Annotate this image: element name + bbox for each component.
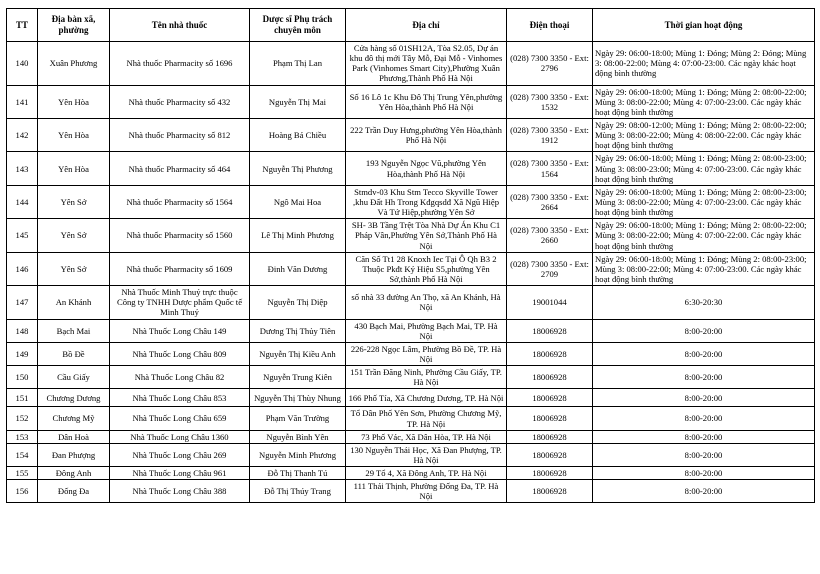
- table-row: [7, 467, 815, 480]
- cell-address: 29 Tổ 4, Xã Đông Anh, TP. Hà Nội: [346, 467, 507, 480]
- table-row: [7, 480, 815, 503]
- cell-address: 166 Phố Tía, Xã Chương Dương, TP. Hà Nội: [346, 389, 507, 407]
- cell-ward: Bồ Đề: [38, 342, 110, 365]
- cell-pharmacist: Dương Thị Thủy Tiên: [250, 319, 346, 342]
- cell-address: 73 Phố Vác, Xã Dân Hòa, TP. Hà Nội: [346, 430, 507, 443]
- cell-tt: 144: [7, 185, 38, 218]
- cell-pharmacist: Nguyễn Trung Kiên: [250, 366, 346, 389]
- header-phone: Điện thoại: [507, 9, 593, 42]
- cell-phone: (028) 7300 3350 - Ext: 1912: [507, 118, 593, 151]
- cell-hours: Ngày 29: 06:00-18:00; Mùng 1: Đóng; Mùng 2: 08:00-22:00; Mùng 3: 08:00-22:00; Mùng 4: 07:00-23:00. Các ngày khác hoạt động bình thường: [593, 85, 815, 118]
- cell-tt: 150: [7, 366, 38, 389]
- table-row: [7, 319, 815, 342]
- cell-pharmacy-name: Nhà thuốc Pharmacity số 1696: [110, 42, 250, 86]
- cell-pharmacist: Hoàng Bá Chiều: [250, 118, 346, 151]
- cell-tt: 152: [7, 407, 38, 430]
- cell-pharmacist: Nguyễn Bình Yên: [250, 430, 346, 443]
- cell-phone: 18006928: [507, 389, 593, 407]
- cell-tt: 145: [7, 219, 38, 252]
- cell-ward: Chương Dương: [38, 389, 110, 407]
- cell-phone: (028) 7300 3350 - Ext: 1532: [507, 85, 593, 118]
- cell-hours: 8:00-20:00: [593, 480, 815, 503]
- cell-hours: 6:30-20:30: [593, 286, 815, 319]
- table-row: [7, 389, 815, 407]
- cell-ward: Yên Sở: [38, 185, 110, 218]
- cell-pharmacy-name: Nhà Thuốc Long Châu 149: [110, 319, 250, 342]
- cell-hours: 8:00-20:00: [593, 430, 815, 443]
- cell-phone: (028) 7300 3350 - Ext: 1564: [507, 152, 593, 185]
- cell-hours: 8:00-20:00: [593, 319, 815, 342]
- table-header-row: [7, 9, 815, 42]
- cell-phone: 18006928: [507, 443, 593, 466]
- cell-pharmacy-name: Nhà Thuốc Long Châu 853: [110, 389, 250, 407]
- table-row: [7, 118, 815, 151]
- cell-pharmacist: Phạm Văn Trường: [250, 407, 346, 430]
- cell-pharmacy-name: Nhà Thuốc Minh Thuỷ trực thuộc Công ty TNHH Dược phẩm Quốc tế Minh Thuỷ: [110, 286, 250, 319]
- cell-pharmacist: Nguyễn Thị Phương: [250, 152, 346, 185]
- cell-hours: Ngày 29: 06:00-18:00; Mùng 1: Đóng; Mùng 2: 08:00-22:00; Mùng 3: 08:00-22:00; Mùng 4: 07:00-22:00. Các ngày khác hoạt động bình thường: [593, 219, 815, 252]
- table-row: [7, 252, 815, 285]
- cell-tt: 148: [7, 319, 38, 342]
- cell-address: 130 Nguyễn Thái Học, Xã Đan Phượng, TP. Hà Nội: [346, 443, 507, 466]
- cell-tt: 140: [7, 42, 38, 86]
- header-pharmacy-name: Tên nhà thuốc: [110, 9, 250, 42]
- cell-pharmacist: Nguyễn Thị Thùy Nhung: [250, 389, 346, 407]
- cell-hours: 8:00-20:00: [593, 443, 815, 466]
- cell-phone: (028) 7300 3350 - Ext: 2664: [507, 185, 593, 218]
- cell-tt: 141: [7, 85, 38, 118]
- cell-pharmacy-name: Nhà thuốc Pharmacity số 1609: [110, 252, 250, 285]
- cell-pharmacy-name: Nhà thuốc Pharmacity số 1564: [110, 185, 250, 218]
- cell-hours: 8:00-20:00: [593, 467, 815, 480]
- cell-tt: 156: [7, 480, 38, 503]
- cell-tt: 151: [7, 389, 38, 407]
- header-pharmacist: Dược sĩ Phụ trách chuyên môn: [250, 9, 346, 42]
- table-row: [7, 407, 815, 430]
- cell-phone: (028) 7300 3350 - Ext: 2660: [507, 219, 593, 252]
- cell-address: 226-228 Ngọc Lâm, Phường Bồ Đề, TP. Hà Nội: [346, 342, 507, 365]
- cell-pharmacy-name: Nhà Thuốc Long Châu 961: [110, 467, 250, 480]
- table-row: [7, 443, 815, 466]
- table-row: [7, 430, 815, 443]
- cell-tt: 153: [7, 430, 38, 443]
- header-tt: TT: [7, 9, 38, 42]
- table-row: [7, 286, 815, 319]
- cell-ward: Đống Đa: [38, 480, 110, 503]
- cell-phone: (028) 7300 3350 - Ext: 2796: [507, 42, 593, 86]
- cell-ward: Yên Hòa: [38, 118, 110, 151]
- cell-phone: 18006928: [507, 407, 593, 430]
- cell-pharmacist: Nguyễn Minh Phương: [250, 443, 346, 466]
- cell-ward: Yên Sở: [38, 252, 110, 285]
- cell-ward: Cầu Giấy: [38, 366, 110, 389]
- table-row: [7, 152, 815, 185]
- cell-address: Tổ Dân Phố Yên Sơn, Phường Chương Mỹ, TP. Hà Nội: [346, 407, 507, 430]
- cell-hours: 8:00-20:00: [593, 407, 815, 430]
- cell-pharmacy-name: Nhà Thuốc Long Châu 1360: [110, 430, 250, 443]
- cell-hours: 8:00-20:00: [593, 366, 815, 389]
- cell-tt: 154: [7, 443, 38, 466]
- cell-ward: Yên Hòa: [38, 85, 110, 118]
- table-row: [7, 366, 815, 389]
- table-body: [7, 42, 815, 503]
- cell-hours: Ngày 29: 06:00-18:00; Mùng 1: Đóng; Mùng 2: 08:00-23:00; Mùng 3: 08:00-22:00; Mùng 4: 07:00-23:00. Các ngày khác hoạt động bình thường: [593, 185, 815, 218]
- pharmacy-table: [6, 8, 815, 503]
- cell-tt: 146: [7, 252, 38, 285]
- cell-address: Cửa hàng số 01SH12A, Tòa S2.05, Dự án khu đô thị mới Tây Mỗ, Đại Mỗ - Vinhomes Park (Vinhomes Smart City),Phường Xuân Phương,Thành Phố Hà Nội: [346, 42, 507, 86]
- cell-ward: Chương Mỹ: [38, 407, 110, 430]
- cell-pharmacist: Phạm Thị Lan: [250, 42, 346, 86]
- cell-ward: Xuân Phương: [38, 42, 110, 86]
- cell-phone: 19001044: [507, 286, 593, 319]
- cell-phone: 18006928: [507, 480, 593, 503]
- cell-hours: Ngày 29: 06:00-18:00; Mùng 1: Đóng; Mùng 2: 08:00-23:00; Mùng 3: 08:00-23:00; Mùng 4: 07:00-23:00. Các ngày khác hoạt động bình thường: [593, 152, 815, 185]
- cell-address: SH- 3B Tầng Trệt Tòa Nhà Dự Án Khu C1 Pháp Vân,Phường Yên Sở,Thành Phố Hà Nội: [346, 219, 507, 252]
- cell-address: 193 Nguyễn Ngọc Vũ,phường Yên Hòa,thành Phố Hà Nội: [346, 152, 507, 185]
- cell-hours: Ngày 29: 08:00-12:00; Mùng 1: Đóng; Mùng 2: 08:00-22:00; Mùng 3: 08:00-22:00; Mùng 4: 08:00-22:00. Các ngày khác hoạt động bình thường: [593, 118, 815, 151]
- cell-ward: Đan Phượng: [38, 443, 110, 466]
- cell-pharmacy-name: Nhà thuốc Pharmacity số 812: [110, 118, 250, 151]
- cell-ward: Yên Hòa: [38, 152, 110, 185]
- cell-ward: Yên Sở: [38, 219, 110, 252]
- cell-address: Stmdv-03 Khu Stm Tecco Skyville Tower ,khu Đất Hh Trong Kđgqsdđ Xã Ngũ Hiệp Và Tứ Hiệp,phường Yên Sở: [346, 185, 507, 218]
- cell-address: Số 16 Lô 1c Khu Đô Thị Trung Yên,phường Yên Hòa,thành Phố Hà Nội: [346, 85, 507, 118]
- table-row: [7, 185, 815, 218]
- cell-tt: 155: [7, 467, 38, 480]
- cell-pharmacy-name: Nhà thuốc Pharmacity số 1560: [110, 219, 250, 252]
- header-address: Địa chỉ: [346, 9, 507, 42]
- cell-hours: Ngày 29: 06:00-18:00; Mùng 1: Đóng; Mùng 2: Đóng; Mùng 3: 08:00-22:00; Mùng 4: 07:00-23:00. Các ngày khác hoạt động bình thường: [593, 42, 815, 86]
- cell-phone: 18006928: [507, 430, 593, 443]
- cell-tt: 142: [7, 118, 38, 151]
- cell-pharmacy-name: Nhà Thuốc Long Châu 82: [110, 366, 250, 389]
- cell-hours: Ngày 29: 06:00-18:00; Mùng 1: Đóng; Mùng 2: 08:00-23:00; Mùng 3: 08:00-22:00; Mùng 4: 07:00-23:00. Các ngày khác hoạt động bình thường: [593, 252, 815, 285]
- table-row: [7, 219, 815, 252]
- cell-ward: Đông Anh: [38, 467, 110, 480]
- table-row: [7, 42, 815, 86]
- cell-pharmacist: Lê Thị Minh Phương: [250, 219, 346, 252]
- cell-pharmacy-name: Nhà Thuốc Long Châu 809: [110, 342, 250, 365]
- cell-hours: 8:00-20:00: [593, 389, 815, 407]
- cell-pharmacist: Nguyễn Thị Diệp: [250, 286, 346, 319]
- cell-ward: Dân Hoà: [38, 430, 110, 443]
- cell-tt: 143: [7, 152, 38, 185]
- cell-address: số nhà 33 đường An Thọ, xã An Khánh, Hà Nội: [346, 286, 507, 319]
- cell-pharmacist: Đỗ Thị Thanh Tú: [250, 467, 346, 480]
- cell-hours: 8:00-20:00: [593, 342, 815, 365]
- cell-address: 151 Trần Đăng Ninh, Phường Cầu Giấy, TP. Hà Nội: [346, 366, 507, 389]
- cell-pharmacist: Đỗ Thị Thúy Trang: [250, 480, 346, 503]
- header-hours: Thời gian hoạt động: [593, 9, 815, 42]
- cell-phone: 18006928: [507, 342, 593, 365]
- cell-pharmacy-name: Nhà Thuốc Long Châu 659: [110, 407, 250, 430]
- cell-address: 111 Thái Thịnh, Phường Đống Đa, TP. Hà Nội: [346, 480, 507, 503]
- cell-pharmacist: Nguyễn Thị Kiều Anh: [250, 342, 346, 365]
- cell-phone: 18006928: [507, 319, 593, 342]
- cell-address: 430 Bạch Mai, Phường Bạch Mai, TP. Hà Nội: [346, 319, 507, 342]
- cell-ward: An Khánh: [38, 286, 110, 319]
- cell-pharmacy-name: Nhà Thuốc Long Châu 388: [110, 480, 250, 503]
- cell-phone: 18006928: [507, 467, 593, 480]
- table-row: [7, 85, 815, 118]
- cell-pharmacy-name: Nhà thuốc Pharmacity số 464: [110, 152, 250, 185]
- cell-phone: 18006928: [507, 366, 593, 389]
- cell-tt: 147: [7, 286, 38, 319]
- cell-ward: Bạch Mai: [38, 319, 110, 342]
- cell-pharmacy-name: Nhà Thuốc Long Châu 269: [110, 443, 250, 466]
- cell-pharmacy-name: Nhà thuốc Pharmacity số 432: [110, 85, 250, 118]
- cell-pharmacist: Nguyễn Thị Mai: [250, 85, 346, 118]
- cell-tt: 149: [7, 342, 38, 365]
- cell-phone: (028) 7300 3350 - Ext: 2709: [507, 252, 593, 285]
- table-row: [7, 342, 815, 365]
- header-ward: Địa bàn xã, phường: [38, 9, 110, 42]
- cell-address: Căn Số Tt1 28 Knoxh Iec Tại Ô Qh B3 2 Thuộc Pkđt Ký Hiệu S5,phường Yên Sở,thành Phố Hà Nội: [346, 252, 507, 285]
- pharmacy-table-container: [6, 8, 814, 503]
- cell-address: 222 Trần Duy Hưng,phường Yên Hòa,thành Phố Hà Nội: [346, 118, 507, 151]
- cell-pharmacist: Đinh Văn Dương: [250, 252, 346, 285]
- cell-pharmacist: Ngô Mai Hoa: [250, 185, 346, 218]
